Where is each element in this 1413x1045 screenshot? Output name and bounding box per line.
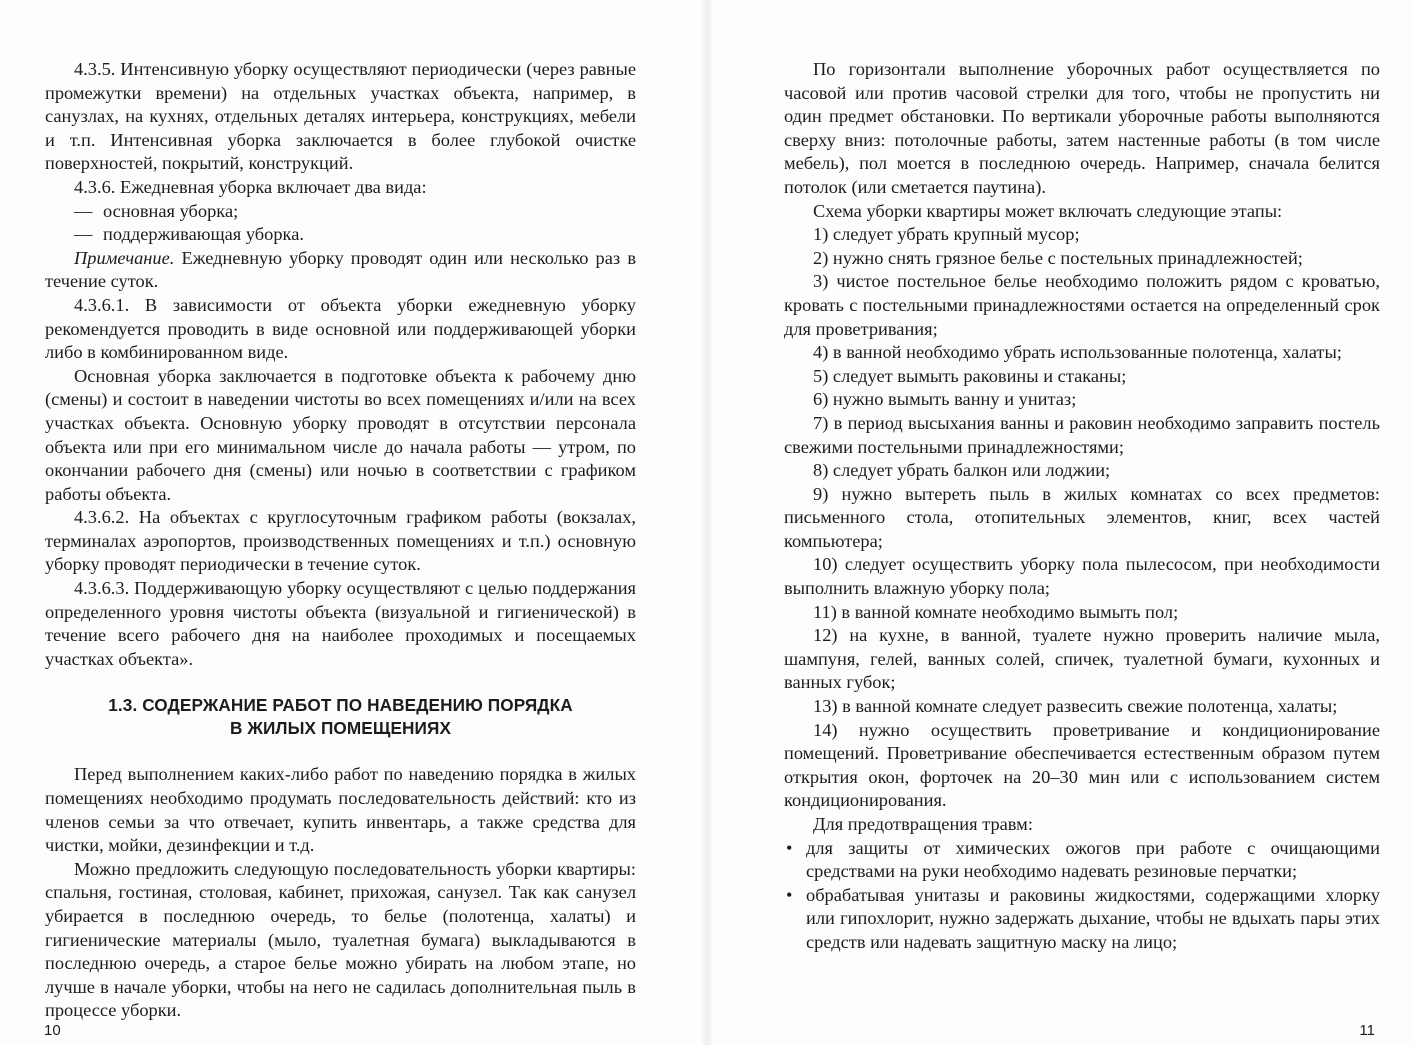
- numbered-item: 14) нужно осуществить проветривание и кондиционирование помещений. Проветривание обеспечивается естественным образом путем открытия окон, форточек на 20–30 мин или с использованием систем кондиционирования.: [784, 719, 1380, 811]
- numbered-item: 6) нужно вымыть ванну и унитаз;: [813, 389, 1077, 410]
- right-page: [706, 0, 1413, 1045]
- numbered-item: 4) в ванной необходимо убрать использованные полотенца, халаты;: [813, 342, 1342, 363]
- numbered-item: 8) следует убрать балкон или лоджии;: [813, 460, 1111, 481]
- note-label: Примечание.: [74, 247, 175, 268]
- bullet-marker: •: [786, 884, 793, 905]
- numbered-item: 7) в период высыхания ванны и раковин необходимо заправить постель свежими постельными принадлежностями;: [784, 412, 1380, 457]
- paragraph: 4.3.6. Ежедневная уборка включает два вида:: [74, 176, 427, 197]
- paragraph: 4.3.5. Интенсивную уборку осуществляют периодически (через равные промежутки времени) на отдельных участках объекта, например, в санузлах, на кухнях, отдельных деталях интерьера, конструкциях, мебели и т.п. Интенсивная уборка заключается в более глубокой очистке поверхностей, покрытий, конструкций.: [45, 59, 636, 174]
- dash-marker: —: [74, 200, 93, 221]
- numbered-item: 1) следует убрать крупный мусор;: [813, 224, 1080, 245]
- paragraph: Можно предложить следующую последовательность уборки квартиры: спальня, гостиная, столовая, кабинет, прихожая, санузел. Так как санузел убирается в последнюю очередь, то белье (полотенца, халаты) и гигиенические материалы (мыло, туалетная бумага) выкладываются в последнюю очередь, а старое белье можно убирать на любом этапе, но лучше в начале уборки, чтобы на него не садилась дополнительная пыль в процессе уборки.: [45, 858, 636, 1021]
- note-paragraph: [45, 247, 636, 294]
- page-number: 10: [44, 1022, 61, 1039]
- bullet-list-item: • обрабатывая унитазы и раковины жидкостями, содержащими хлорку или гипохлорит, нужно задержать дыхание, чтобы не вдыхать пары этих средств или надевать защитную маску на лицо;: [786, 884, 1380, 952]
- right-text-column: [784, 58, 1380, 955]
- numbered-item: 12) на кухне, в ванной, туалете нужно проверить наличие мыла, шампуня, гелей, ванных солей, спичек, туалетной бумаги, кухонных и ванных губок;: [784, 625, 1380, 693]
- numbered-item: 5) следует вымыть раковины и стаканы;: [813, 365, 1127, 386]
- bullet-list-item: • для защиты от химических ожогов при работе с очищающими средствами на руки необходимо надевать резиновые перчатки;: [786, 837, 1380, 882]
- numbered-item: 3) чистое постельное белье необходимо положить рядом с кроватью, кровать с постельными принадлежностями остается на определенный срок для проветривания;: [784, 271, 1380, 339]
- page-number: 11: [1359, 1022, 1375, 1039]
- paragraph: Для предотвращения травм:: [813, 814, 1033, 834]
- bullet-marker: •: [786, 837, 793, 858]
- numbered-item: 10) следует осуществить уборку пола пылесосом, при необходимости выполнить влажную уборку пола;: [784, 554, 1380, 599]
- paragraph: 4.3.6.2. На объектах с круглосуточным графиком работы (вокзалах, терминалах аэропортов, производственных помещениях и т.п.) основную уборку проводят периодически в течение суток.: [45, 507, 636, 575]
- dash-list-item: — основная уборка;: [45, 200, 636, 224]
- numbered-item: 2) нужно снять грязное белье с постельных принадлежностей;: [813, 247, 1303, 268]
- dash-list-item: — поддерживающая уборка.: [45, 223, 636, 247]
- dash-marker: —: [74, 224, 93, 245]
- paragraph: По горизонтали выполнение уборочных работ осуществляется по часовой или против часовой стрелки для того, чтобы не пропустить ни один предмет обстановки. По вертикали уборочные работы выполняются сверху вниз: потолочные работы, затем настенные работы (в том числе мебель), пол моется в последнюю очередь. Например, сначала белится потолок (или сметается паутина).: [784, 59, 1380, 197]
- paragraph: Основная уборка заключается в подготовке объекта к рабочему дню (смены) и состоит в наведении чистоты во всех помещениях и/или на всех участках объекта. Основную уборку проводят в отсутствии персонала объекта или при его минимальном числе до начала работы — утром, по окончании рабочего дня (смены) или ночью в соответствии с графиком работы объекта.: [45, 365, 636, 504]
- left-page: [0, 0, 706, 1045]
- numbered-item: 11) в ванной комнате необходимо вымыть пол;: [813, 601, 1179, 622]
- section-heading: 1.3. СОДЕРЖАНИЕ РАБОТ ПО НАВЕДЕНИЮ ПОРЯДКА В ЖИЛЫХ ПОМЕЩЕНИЯХ: [108, 695, 573, 739]
- note-text: Ежедневную уборку проводят один или несколько раз в течение суток.: [45, 247, 636, 292]
- paragraph: 4.3.6.3. Поддерживающую уборку осуществляют с целью поддержания определенного уровня чистоты объекта (визуальной и гигиенической) в течение всего рабочего дня на наиболее проходимых и посещаемых участках объекта».: [45, 578, 636, 669]
- left-text-column: [45, 58, 636, 1023]
- paragraph: 4.3.6.1. В зависимости от объекта уборки ежедневную уборку рекомендуется проводить в виде основной или поддерживающей уборки либо в комбинированном виде.: [45, 294, 636, 363]
- numbered-item: 13) в ванной комнате следует развесить свежие полотенца, халаты;: [813, 696, 1338, 717]
- numbered-item: 9) нужно вытереть пыль в жилых комнатах со всех предметов: письменного стола, отопительных элементов, книг, всех частей компьютера;: [784, 483, 1380, 551]
- paragraph: Схема уборки квартиры может включать следующие этапы:: [813, 200, 1283, 221]
- paragraph: Перед выполнением каких-либо работ по наведению порядка в жилых помещениях необходимо продумать последовательность действий: кто из членов семьи за что отвечает, купить инвентарь, а также средства для чистки, мойки, дезинфекции и т.д.: [45, 764, 636, 856]
